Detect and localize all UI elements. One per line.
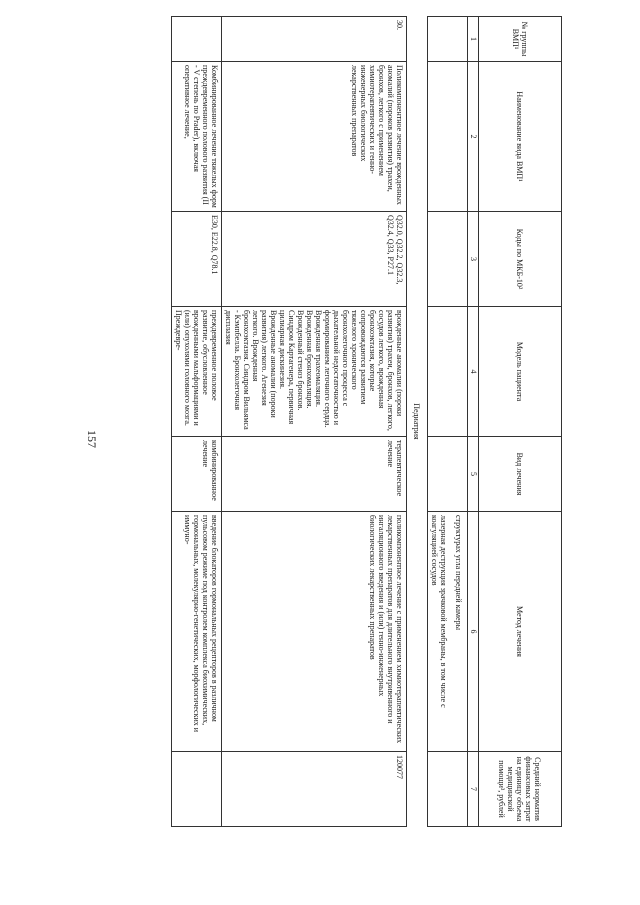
cost-standard-cell [172, 752, 222, 827]
header-treatment-method: Метод лечения [479, 512, 562, 752]
treatment-type-cell: комбинированное лечение [172, 437, 222, 512]
vmp-table [171, 16, 562, 827]
patient-model-cell: преждевременное половое развитие, обусловленное врожденными мальформациями и (или) опухолями головного мозга. Преждевре- [172, 307, 222, 437]
patient-model-cell: врожденные аномалии (пороки развития) трахеи, бронхов, легкого, сосудов легкого, врожденная бронхоэктазия, которые сопровождаются развитием тяжелого хронического бронхолегочного процесса с дыхательной недостаточностью и формированием легочного сердца. Врожденная трахеомаляция. Врожденная бронхомаляция. Врожденный стеноз бронхов. Синдром Картагенера, первичная цилиарная дискинезия. Врожденные аномалии (пороки развития) легкого. Агенезия легкого. Врожденная бронхоэктазия. Синдром Вильямса - Кэмпбелла. Бронхолегочная дисплазия [222, 307, 407, 437]
table-row [222, 17, 407, 827]
group-number-cell: 30. [222, 17, 407, 62]
rotated-table-page [80, 0, 640, 860]
header-treatment-type: Вид лечения [479, 437, 562, 512]
vmp-name-cell: Поликомпонентное лечение врожденных аномалий (пороков развития) трахеи, бронхов, легкого с применением химиотерапевтических и генно-инженерных биологических лекарственных препаратов [222, 62, 407, 212]
cost-standard-cell: 120077 [222, 752, 407, 827]
continuation-row [428, 17, 468, 827]
page-number: 157 [85, 430, 99, 448]
continuation-method-line: структурах угла передней камеры [454, 515, 463, 630]
column-number-row [468, 17, 479, 827]
section-row [407, 17, 428, 827]
continuation-method [428, 512, 468, 752]
section-title: Педиатрия [412, 403, 421, 440]
column-number: 7 [468, 752, 479, 827]
continuation-method-line: лазерная деструкция зрачковой мембраны, в том числе с коагуляцией сосудов [430, 515, 448, 708]
column-number: 6 [468, 512, 479, 752]
treatment-method-cell: введение блокаторов гормональных рецепторов в различном пульсовом режиме под контролем комплекса биохимических, гормональных, молекулярно-генетических, морфологических и иммуно- [172, 512, 222, 752]
header-patient-model: Модель пациента [479, 307, 562, 437]
treatment-method-cell: поликомпонентное лечение с применением химиотерапевтических лекарственных препаратов для длительного внутривенного и ингаляционного введения и (или) генно-инженерных биологических лекарственных препаратов [222, 512, 407, 752]
column-number: 4 [468, 307, 479, 437]
header-row [479, 17, 562, 827]
treatment-type-cell: терапевтическое лечение [222, 437, 407, 512]
header-vmp-name: Наименование вида ВМП¹ [479, 62, 562, 212]
vmp-name-cell: Комбинированное лечение тяжелых форм преждевременного полового развития (II - V степень по Prader), включая оперативное лечение, [172, 62, 222, 212]
group-number-cell [172, 17, 222, 62]
icd-codes-cell: Q32.0, Q32.2, Q32.3, Q32.4, Q33, P27.1 [222, 212, 407, 307]
column-number: 2 [468, 62, 479, 212]
table-row [172, 17, 222, 827]
icd-codes-cell: E30, E22.8, Q78.1 [172, 212, 222, 307]
column-number: 1 [468, 17, 479, 62]
header-group-number: № группы ВМП¹ [479, 17, 562, 62]
header-icd-codes: Коды по МКБ-10² [479, 212, 562, 307]
header-cost-standard: Средний норматив финансовых затрат на единицу объема медицинской помощи³, рублей [479, 752, 562, 827]
column-number: 5 [468, 437, 479, 512]
column-number: 3 [468, 212, 479, 307]
